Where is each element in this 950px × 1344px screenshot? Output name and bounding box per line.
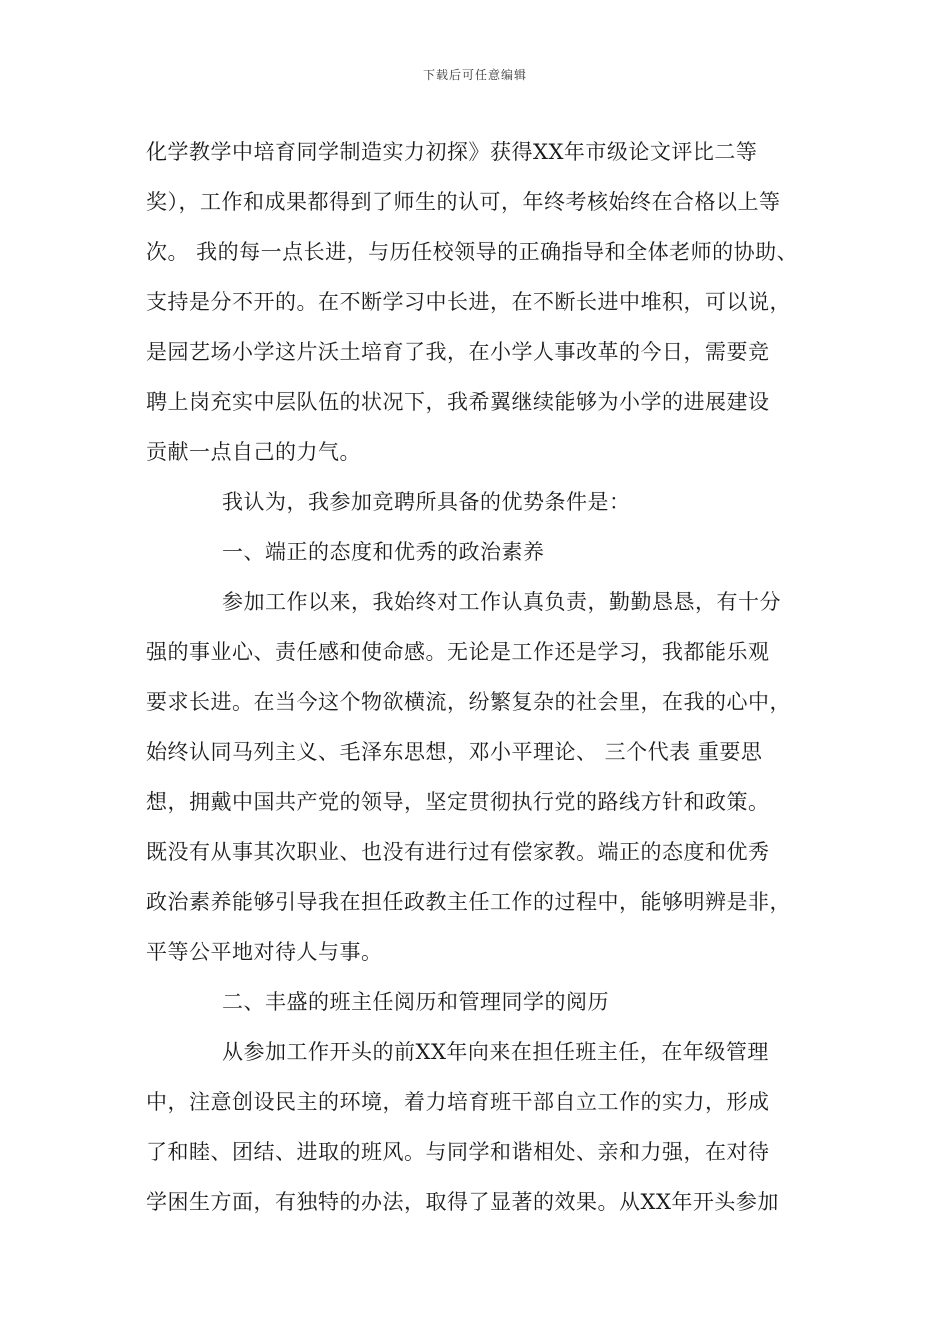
text-line: 一、端正的态度和优秀的政治素养: [222, 540, 545, 564]
text-line: 平等公平地对待人与事。: [146, 940, 383, 964]
page-header: 下载后可任意编辑: [422, 68, 527, 82]
text-line: 次。 我的每一点长进，与历任校领导的正确指导和全体老师的协助、: [146, 240, 799, 264]
text-line: 想，拥戴中国共产党的领导，坚定贯彻执行党的路线方针和政策。: [146, 790, 770, 814]
text-line: 二、丰盛的班主任阅历和管理同学的阅历: [222, 990, 609, 1014]
text-line: 强的事业心、责任感和使命感。无论是工作还是学习，我都能乐观: [146, 640, 770, 664]
text-line: 从参加工作开头的前XX年向来在担任班主任，在年级管理: [222, 1040, 769, 1064]
text-line: 贡献一点自己的力气。: [146, 440, 361, 464]
document-body: [146, 132, 826, 1232]
text-line: 是园艺场小学这片沃土培育了我，在小学人事改革的今日，需要竞: [146, 340, 770, 364]
text-line: 我认为，我参加竞聘所具备的优势条件是：: [222, 490, 631, 514]
text-line: 化学教学中培育同学制造实力初探》获得XX年市级论文评比二等: [146, 140, 758, 164]
text-line: 要求长进。在当今这个物欲横流，纷繁复杂的社会里，在我的心中，: [146, 690, 791, 714]
text-line: 中，注意创设民主的环境，着力培育班干部自立工作的实力，形成: [146, 1090, 770, 1114]
text-line: 学困生方面，有独特的办法，取得了显著的效果。从XX年开头参加: [146, 1190, 779, 1214]
text-line: 政治素养能够引导我在担任政教主任工作的过程中，能够明辨是非，: [146, 890, 791, 914]
text-line: 奖），工作和成果都得到了师生的认可，年终考核始终在合格以上等: [146, 190, 781, 214]
text-line: 既没有从事其次职业、也没有进行过有偿家教。端正的态度和优秀: [146, 840, 770, 864]
text-line: 支持是分不开的。在不断学习中长进，在不断长进中堆积，可以说，: [146, 290, 791, 314]
text-line: 了和睦、团结、进取的班风。与同学和谐相处、亲和力强，在对待: [146, 1140, 770, 1164]
text-line: 参加工作以来，我始终对工作认真负责，勤勤恳恳，有十分: [222, 590, 781, 614]
text-line: 始终认同马列主义、毛泽东思想，邓小平理论、 三个代表 重要思: [146, 740, 763, 764]
text-line: 聘上岗充实中层队伍的状况下，我希翼继续能够为小学的进展建设: [146, 390, 770, 414]
